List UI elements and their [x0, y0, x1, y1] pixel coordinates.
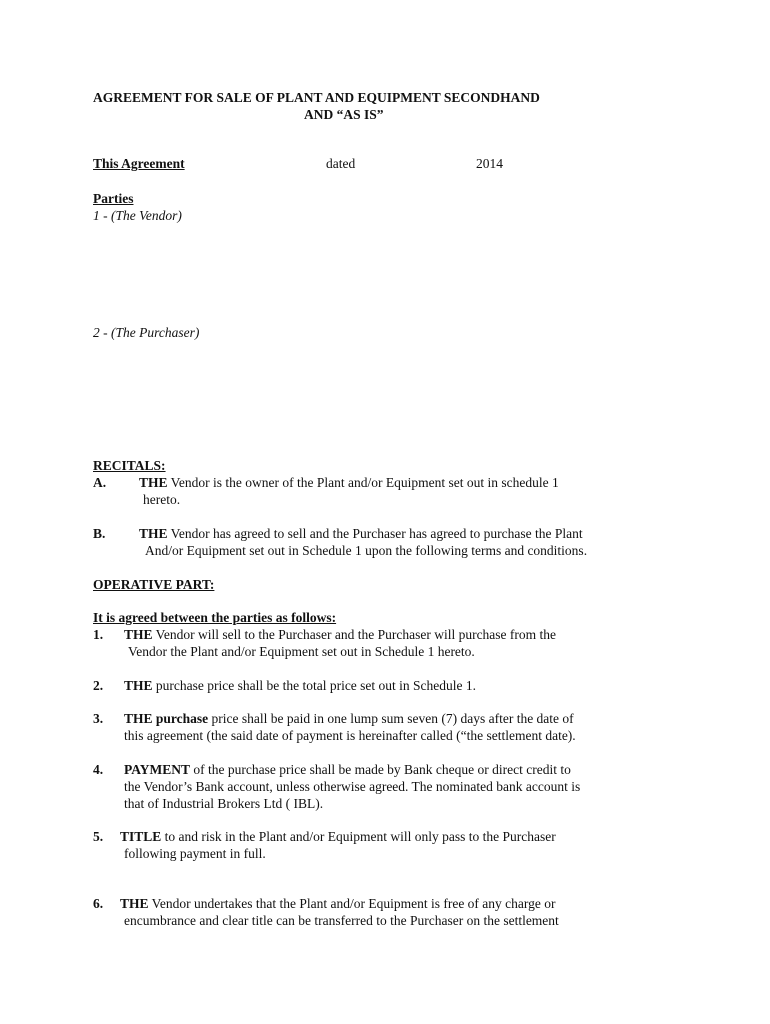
clause-lead: THE purchase — [124, 711, 209, 726]
clause-text-line: the Vendor’s Bank account, unless otherwise agreed. The nominated bank account is — [124, 779, 581, 794]
clause-text-line — [120, 828, 556, 845]
operative-subheading: It is agreed between the parties as follows: — [93, 610, 337, 625]
clause-number: 2. — [93, 678, 104, 693]
clause-body: Vendor will sell to the Purchaser and the Purchaser will purchase from the — [152, 627, 557, 642]
party-vendor: 1 - (The Vendor) — [93, 208, 182, 223]
agreement-label: This Agreement — [93, 156, 185, 171]
clause-text-line — [124, 677, 476, 694]
clause-text-line — [120, 895, 556, 912]
recital-text-line: hereto. — [143, 492, 181, 507]
recital-body: Vendor has agreed to sell and the Purchaser has agreed to purchase the Plant — [167, 526, 583, 541]
clause-text-line: that of Industrial Brokers Ltd ( IBL). — [124, 796, 324, 811]
document-title-line2: AND “AS IS” — [304, 107, 384, 122]
clause-lead: TITLE — [120, 829, 162, 844]
clause-lead: THE — [120, 896, 149, 911]
agreement-dated: dated — [326, 156, 356, 171]
clause-number: 1. — [93, 627, 104, 642]
operative-heading: OPERATIVE PART: — [93, 577, 215, 592]
parties-heading: Parties — [93, 191, 134, 206]
clause-body: of the purchase price shall be made by Bank cheque or direct credit to — [190, 762, 571, 777]
recital-text-line — [139, 474, 559, 491]
clause-number: 6. — [93, 896, 104, 911]
clause-body: to and risk in the Plant and/or Equipment will only pass to the Purchaser — [161, 829, 556, 844]
clause-body: purchase price shall be the total price set out in Schedule 1. — [152, 678, 477, 693]
clause-text-line: Vendor the Plant and/or Equipment set out in Schedule 1 hereto. — [128, 644, 475, 659]
clause-text-line: this agreement (the said date of payment is hereinafter called (“the settlement date). — [124, 728, 576, 743]
document-title-line1: AGREEMENT FOR SALE OF PLANT AND EQUIPMENT SECONDHAND — [93, 90, 540, 105]
clause-text-line: following payment in full. — [124, 846, 266, 861]
party-purchaser: 2 - (The Purchaser) — [93, 325, 200, 340]
clause-number: 5. — [93, 829, 104, 844]
agreement-year: 2014 — [476, 156, 503, 171]
recital-lead: THE — [139, 526, 168, 541]
clause-text-line — [124, 761, 571, 778]
clause-text-line: encumbrance and clear title can be transferred to the Purchaser on the settlement — [124, 913, 559, 928]
recital-lead: THE — [139, 475, 168, 490]
clause-number: 4. — [93, 762, 104, 777]
clause-lead: THE — [124, 678, 153, 693]
recital-text-line: And/or Equipment set out in Schedule 1 upon the following terms and conditions. — [145, 543, 588, 558]
recital-body: Vendor is the owner of the Plant and/or Equipment set out in schedule 1 — [167, 475, 559, 490]
clause-body: price shall be paid in one lump sum seven (7) days after the date of — [208, 711, 574, 726]
clause-text-line — [124, 710, 574, 727]
clause-number: 3. — [93, 711, 104, 726]
clause-text-line — [124, 626, 556, 643]
recital-letter: B. — [93, 526, 106, 541]
clause-lead: PAYMENT — [124, 762, 191, 777]
recital-letter: A. — [93, 475, 107, 490]
recitals-heading: RECITALS: — [93, 458, 166, 473]
clause-body: Vendor undertakes that the Plant and/or Equipment is free of any charge or — [148, 896, 556, 911]
recital-text-line — [139, 525, 583, 542]
clause-lead: THE — [124, 627, 153, 642]
